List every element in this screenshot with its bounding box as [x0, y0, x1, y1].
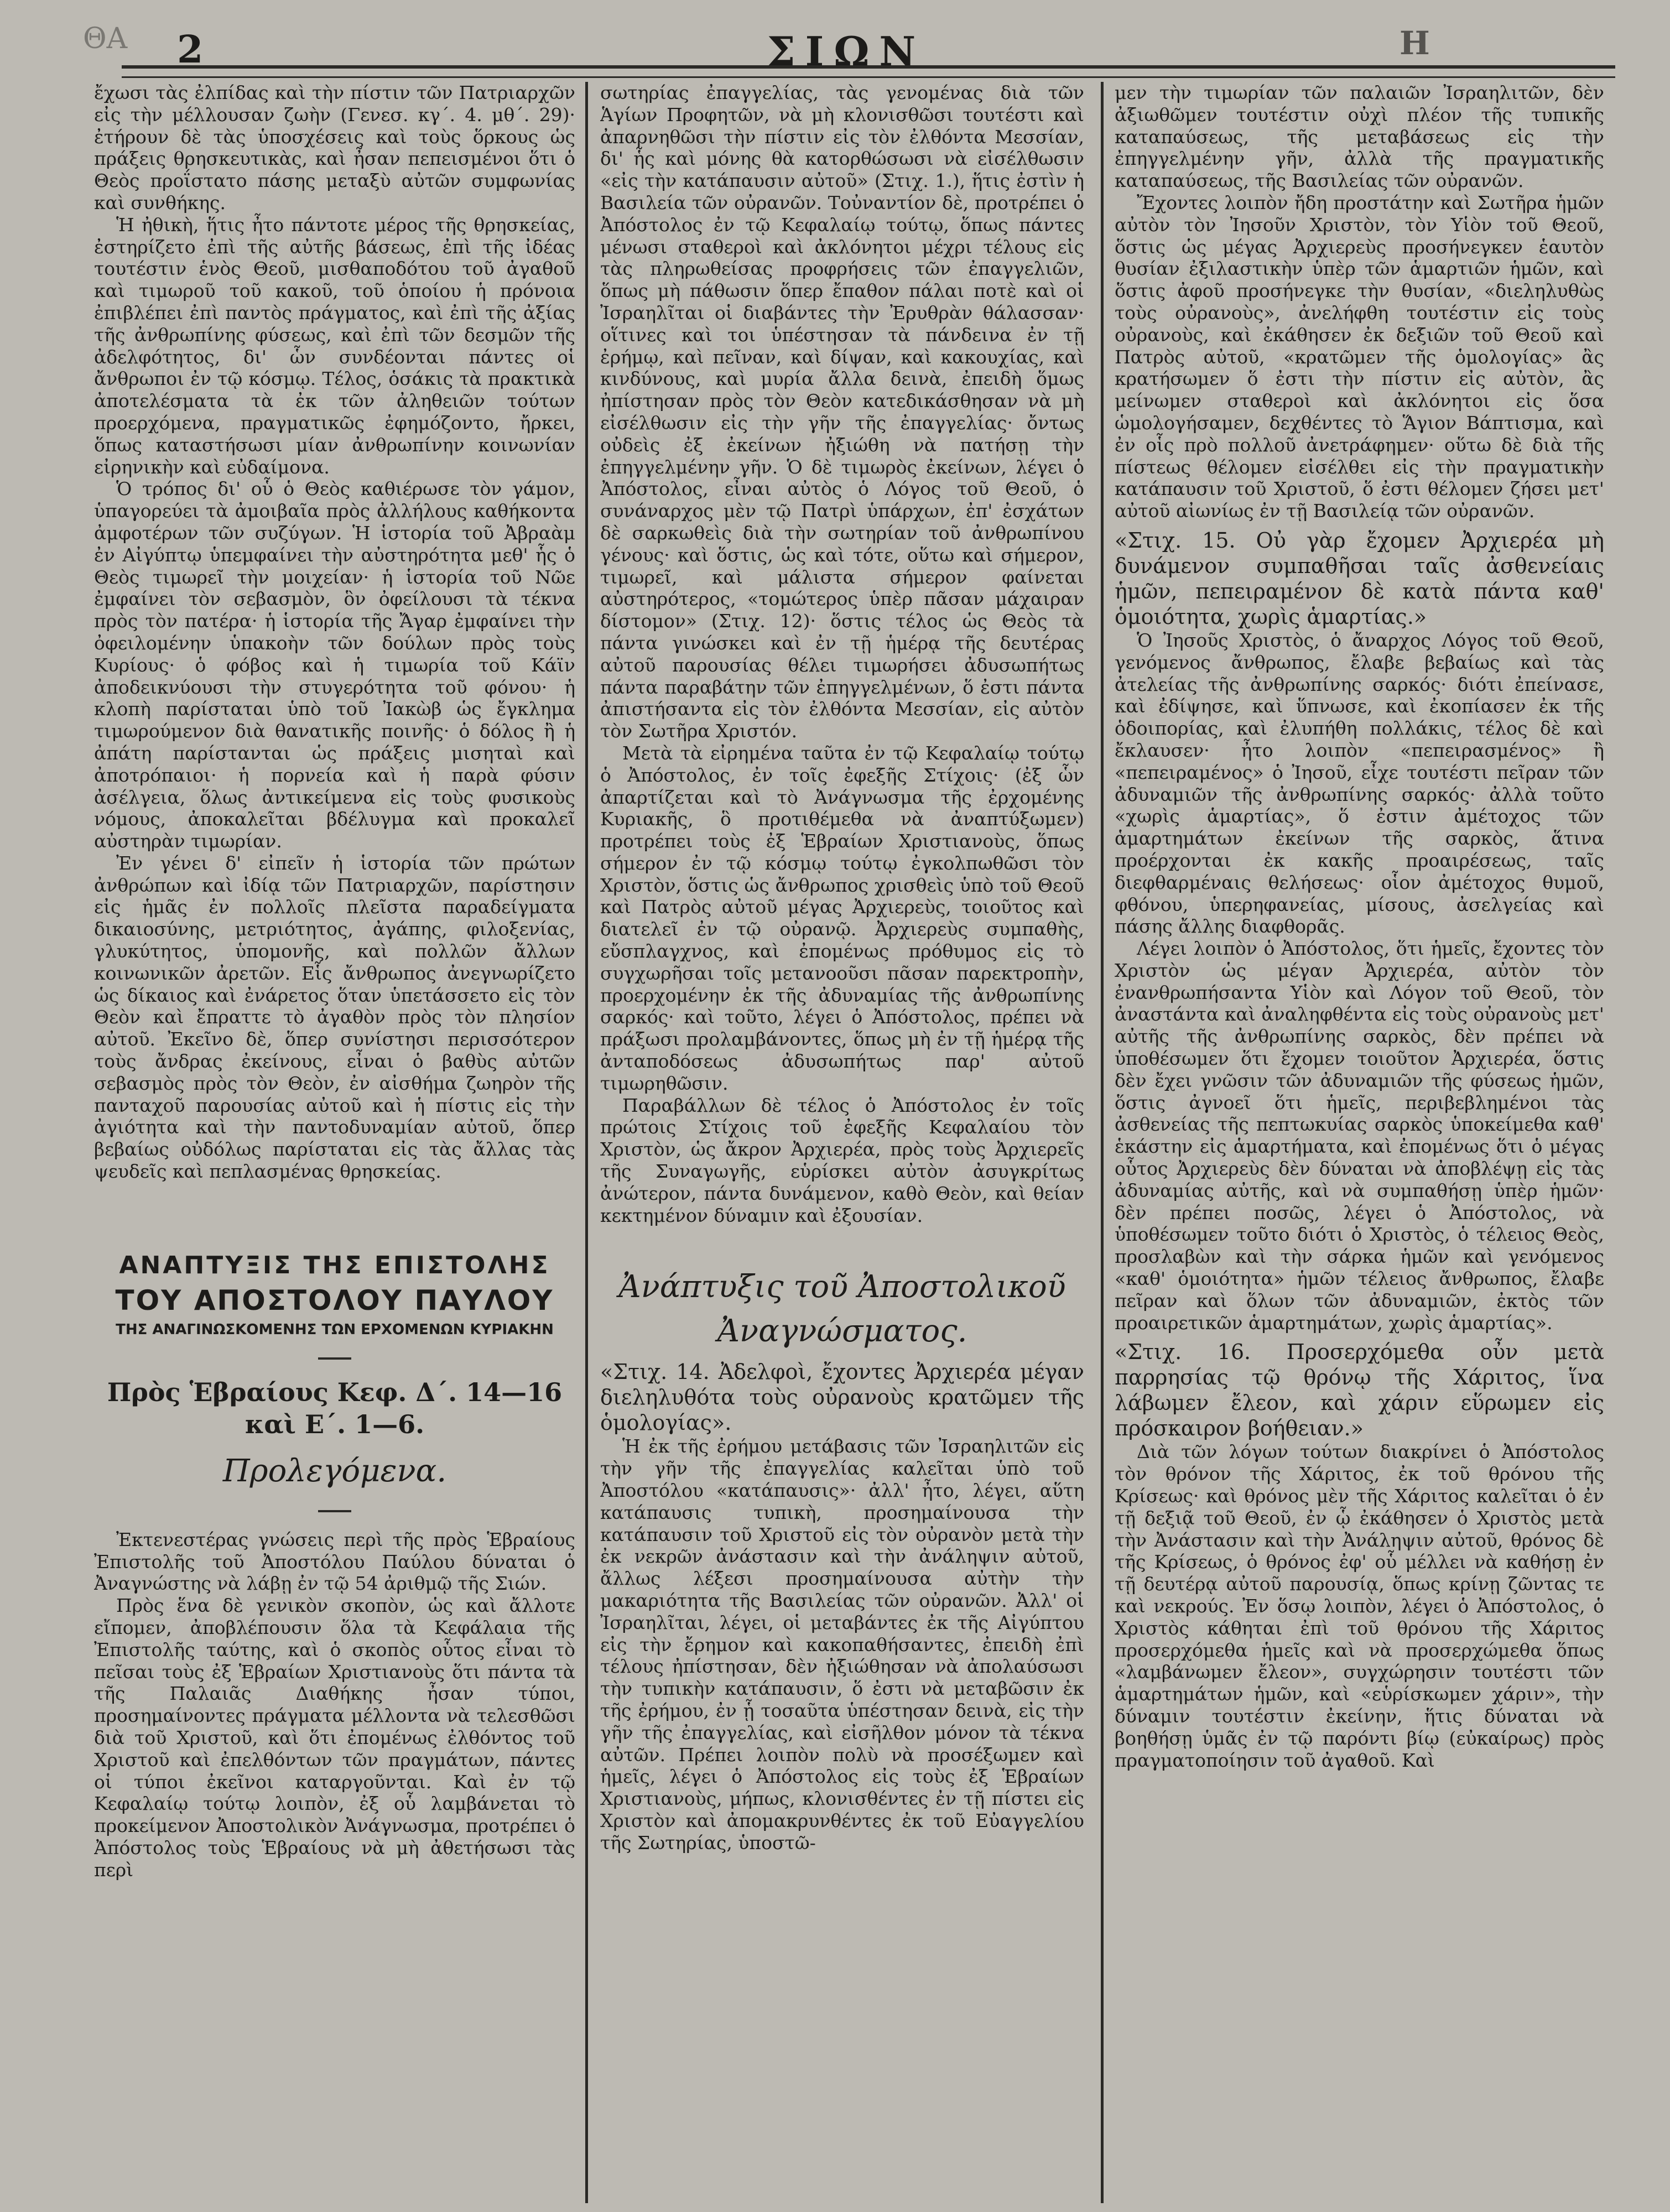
- verse-quote: «Στιχ. 16. Προσερχόμεθα οὖν μετὰ παρρησίας τῷ θρόνῳ τῆς Χάριτος, ἵνα λάβωμεν ἔλεον, καὶ χάριν εὕρωμεν εἰς πρόσκαιρον βοήθειαν.»: [1115, 1340, 1604, 1441]
- section-title: ΑΝΑΠΤΥΞΙΣ ΤΗΣ ΕΠΙΣΤΟΛΗΣ: [119, 1251, 550, 1279]
- section-heading: Ἀνάπτυξις τοῦ Ἀποστολικοῦ Ἀναγνώσματος.: [618, 1269, 1066, 1350]
- paragraph: μεν τὴν τιμωρίαν τῶν παλαιῶν Ἰσραηλιτῶν, δὲν ἀξιωθῶμεν τουτέστιν οὐχὶ πλέον τῆς τυπικῆς καταπαύσεως, τῆς μεταβάσεως εἰς τὴν ἐπηγγελμένην γῆν, ἀλλὰ τῆς πραγματικῆς καταπαύσεως, τῆς Βασιλείας τῶν οὐρανῶν.: [1115, 82, 1604, 192]
- paragraph: Παραβάλλων δὲ τέλος ὁ Ἀπόστολος ἐν τοῖς πρώτοις Στίχοις τοῦ ἐφεξῆς Κεφαλαίου τὸν Χριστὸν, ὡς ἄκρον Ἀρχιερέα, πρὸς τοὺς Ἀρχιερεῖς τῆς Συναγωγῆς, εὑρίσκει αὐτὸν ἀσυγκρίτως ἀνώτερον, πάντα δυνάμενον, καθὸ Θεὸν, καὶ θείαν κεκτημένον δύναμιν καὶ ἐξουσίαν.: [600, 1094, 1084, 1226]
- section-subtitle: ΤΗΣ ΑΝΑΓΙΝΩΣΚΟΜΕΝΗΣ ΤΩΝ ΕΡΧΟΜΕΝΩΝ ΚΥΡΙΑΚΗΝ: [116, 1321, 554, 1338]
- column-divider: [1101, 82, 1104, 2203]
- paragraph: Μετὰ τὰ εἰρημένα ταῦτα ἐν τῷ Κεφαλαίῳ τούτῳ ὁ Ἀπόστολος, ἐν τοῖς ἐφεξῆς Στίχοις· (ἐξ ὧν ἀπαρτίζεται καὶ τὸ Ἀνάγνωσμα τῆς ἐρχομένης Κυριακῆς, ὃ προτιθέμεθα νὰ ἀναπτύξωμεν) προτρέπει τοὺς ἐξ Ἑβραίων Χριστιανοὺς, ὅπως σήμερον ἐν τῷ κόσμῳ τούτῳ ἐγκολπωθῶσι τὸν Χριστὸν, ὅστις ὡς ἄνθρωπος χρισθεὶς ὑπὸ τοῦ Θεοῦ καὶ Πατρὸς αὐτοῦ μέγας Ἀρχιερεὺς, τοιοῦτος καὶ διατελεῖ ἐν τῷ οὐρανῷ. Ἀρχιερεὺς συμπαθὴς, εὔσπλαγχνος, καὶ ἐπομένως πρόθυμος εἰς τὸ συγχωρῆσαι τοῖς μετανοοῦσι πᾶσαν παρεκτροπὴν, προερχομένην ἐκ τῆς ἀδυναμίας τῆς ἀνθρωπίνης σαρκός· καὶ τοῦτο, λέγει ὁ Ἀπόστολος, πρέπει νὰ πράξωσι προλαμβάνοντες, ὅπως μὴ ἐν τῇ ἡμέρᾳ τῆς ἀνταποδόσεως ἀδυσωπήτως παρ' αὐτοῦ τιμωρηθῶσιν.: [600, 742, 1084, 1094]
- paragraph: Διὰ τῶν λόγων τούτων διακρίνει ὁ Ἀπόστολος τὸν θρόνον τῆς Χάριτος, ἐκ τοῦ θρόνου τῆς Κρίσεως· καὶ θρόνος μὲν τῆς Χάριτος καλεῖται ὁ ἐν τῇ δεξιᾷ τοῦ Θεοῦ, ἐν ᾧ ἐκάθησεν ὁ Χριστὸς μετὰ τὴν Ἀνάστασιν καὶ τὴν Ἀνάληψιν αὐτοῦ, θρόνος δὲ τῆς Κρίσεως, ὁ θρόνος ἐφ' οὗ μέλλει νὰ καθήσῃ ἐν τῇ δευτέρᾳ αὐτοῦ παρουσίᾳ, ὅπως κρίνῃ ζῶντας τε καὶ νεκρούς. Ἐν ὅσῳ λοιπὸν, λέγει ὁ Ἀπόστολος, ὁ Χριστὸς κάθηται ἐπὶ τοῦ θρόνου τῆς Χάριτος προσερχόμεθα ἡμεῖς καὶ νὰ προσερχώμεθα ὅπως «λαμβάνωμεν ἔλεον», συγχώρησιν τουτέστι τῶν ἁμαρτημάτων ἡμῶν, καὶ «εὑρίσκωμεν χάριν», τὴν δύναμιν τουτέστιν ἐκείνην, ἥτις δύναται νὰ βοηθήσῃ ὑμᾶς ἐν τῷ παρόντι βίῳ (εὐκαίρως) πρὸς πραγματοποίησιν τοῦ ἀγαθοῦ. Καὶ: [1115, 1441, 1604, 1771]
- header-rule: [122, 65, 1615, 78]
- header-bleed-right: Η: [1400, 24, 1430, 62]
- paragraph: Ὁ τρόπος δι' οὗ ὁ Θεὸς καθιέρωσε τὸν γάμον, ὑπαγορεύει τὰ ἀμοιβαῖα πρὸς ἀλλήλους καθήκοντα ἀμφοτέρων τῶν συζύγων. Ἡ ἱστορία τοῦ Ἀβραὰμ ἐν Αἰγύπτῳ ὑπεμφαίνει τὴν αὐστηρότητα μεθ' ἧς ὁ Θεὸς τιμωρεῖ τὴν μοιχείαν· ἡ ἱστορία τοῦ Νῶε ἐμφαίνει τὸν σεβασμὸν, ὃν ὀφείλουσι τὰ τέκνα πρὸς τὸν πατέρα· ἡ ἱστορία τῆς Ἄγαρ ἐμφαίνει τὴν ὀφειλομένην ὑπακοὴν τῶν δούλων πρὸς τοὺς Κυρίους· ὁ φόβος καὶ ἡ τιμωρία τοῦ Κάϊν ἀποδεικνύουσι τὴν στυγερότητα τοῦ φόνου· ἡ κλοπὴ παρίσταται ὑπὸ τοῦ Ἰακὼβ ὡς ἔγκλημα τιμωρούμενον διὰ θανατικῆς ποινῆς· ὁ δόλος ἢ ἡ ἀπάτη παρίστανται ὡς πράξεις μισηταὶ καὶ ἀποτρόπαιοι· ἡ πορνεία καὶ ἡ παρὰ φύσιν ἀσέλγεια, ὅλως ἀντικείμενα εἰς τοὺς φυσικοὺς νόμους, ἀποκαλεῖται βδέλυγμα καὶ προκαλεῖ αὐστηρὰν τιμωρίαν.: [94, 478, 575, 852]
- paragraph: Ἡ ἐκ τῆς ἐρήμου μετάβασις τῶν Ἰσραηλιτῶν εἰς τὴν γῆν τῆς ἐπαγγελίας καλεῖται ὑπὸ τοῦ Ἀποστόλου «κατάπαυσις»· ἀλλ' ἦτο, λέγει, αὕτη κατάπαυσις τυπικὴ, προσημαίνουσα τὴν κατάπαυσιν τοῦ Χριστοῦ εἰς τὸν οὐρανὸν μετὰ τὴν ἐκ νεκρῶν ἀνάστασιν καὶ τὴν ἀνάληψιν αὐτοῦ, ἄλλως λέξεσι προσημαίνουσα αὐτὴν τὴν μακαριότητα τῆς Βασιλείας τῶν οὐρανῶν. Ἀλλ' οἱ Ἰσραηλῖται, λέγει, οἱ μεταβάντες ἐκ τῆς Αἰγύπτου εἰς τὴν ἔρημον καὶ κακοπαθήσαντες, ἐπειδὴ ἐπὶ τέλους ἠπίστησαν, δὲν ἠξιώθησαν νὰ ἀπολαύσωσι τὴν τυπικὴν κατάπαυσιν, ὅ ἐστι νὰ μεταβῶσιν ἐκ τῆς ἐρήμου, ἐν ᾗ τοσαῦτα ὑπέστησαν δεινὰ, εἰς τὴν γῆν τῆς ἐπαγγελίας, καὶ εἰσῆλθον μόνον τὰ τέκνα αὐτῶν. Πρέπει λοιπὸν πολὺ νὰ προσέξωμεν καὶ ἡμεῖς, λέγει ὁ Ἀπόστολος εἰς τοὺς ἐξ Ἑβραίων Χριστιανοὺς, μήπως, κλονισθέντες ἐν τῇ πίστει εἰς Χριστὸν καὶ ἀπομακρυνθέντες ἐκ τοῦ Εὐαγγελίου τῆς Σωτηρίας, ὑποστῶ-: [600, 1435, 1084, 1854]
- divider: [318, 1357, 351, 1360]
- divider: [318, 1510, 351, 1512]
- paragraph: Ἐν γένει δ' εἰπεῖν ἡ ἱστορία τῶν πρώτων ἀνθρώπων καὶ ἰδίᾳ τῶν Πατριαρχῶν, παρίστησιν εἰς ἡμᾶς ἐν πολλοῖς πλεῖστα παραδείγματα δικαιοσύνης, μετριότητος, ἀγάπης, φιλοξενίας, γλυκύτητος, ὑπομονῆς, καὶ πολλῶν ἄλλων κοινωνικῶν ἀρετῶν. Εἷς ἄνθρωπος ἀνεγνωρίζετο ὡς δίκαιος καὶ ἐνάρετος ὅταν ὑπετάσσετο εἰς τὸν Θεὸν καὶ ἔπραττε τὸ ἀγαθὸν πρὸς τὸν πλησίον αὐτοῦ. Ἐκεῖνο δὲ, ὅπερ συνίστησι περισσότερον τοὺς ἄνδρας ἐκείνους, εἶναι ὁ βαθὺς αὐτῶν σεβασμὸς πρὸς τὸν Θεὸν, ἐν αἰσθήμα ζωηρὸν τῆς πανταχοῦ παρουσίας αὐτοῦ καὶ ἡ πίστις εἰς τὴν ἀγιότητα καὶ τὴν παντοδυναμίαν αὐτοῦ, ὅπερ βεβαίως οὐδόλως παρίσταται εἰς τὰς ἄλλας τὰς ψευδεῖς καὶ πεπλασμένας θρησκείας.: [94, 852, 575, 1183]
- paragraph: σωτηρίας ἐπαγγελίας, τὰς γενομένας διὰ τῶν Ἁγίων Προφητῶν, νὰ μὴ κλονισθῶσι τουτέστι καὶ ἀπαρνηθῶσι τὴν πίστιν εἰς τὸν ἐλθόντα Μεσσίαν, δι' ἧς καὶ μόνης θὰ κατορθώσωσι νὰ εἰσέλθωσιν «εἰς τὴν κατάπαυσιν αὐτοῦ» (Στιχ. 1.), ἥτις ἐστὶν ἡ Βασιλεία τῶν οὐρανῶν. Τοὐναντίον δὲ, προτρέπει ὁ Ἀπόστολος ἐν τῷ Κεφαλαίῳ τούτῳ, ὅπως πάντες μένωσι σταθεροὶ καὶ ἀκλόνητοι μέχρι τέλους εἰς τὰς πληρωθείσας προφρήσεις τῶν ἐπαγγελιῶν, ὅπως μὴ πάθωσιν ὅπερ ἔπαθον πάλαι ποτὲ καὶ οἱ Ἰσραηλῖται οἱ διαβάντες τὴν Ἐρυθρὰν θάλασσαν· οἵτινες καὶ τοι ὑπέστησαν τὰ πάνδεινα ἐν τῇ ἐρήμῳ, καὶ πεῖναν, καὶ δίψαν, καὶ κακουχίας, καὶ κινδύνους, καὶ μυρία ἄλλα δεινὰ, ἐπειδὴ ὅμως ἠπίστησαν πρὸς τὸν Θεὸν κατεδικάσθησαν νὰ μὴ εἰσέλθωσιν εἰς τὴν γῆν τῆς ἐπαγγελίας· ὄντως οὐδεὶς ἐξ ἐκείνων ἠξιώθη νὰ πατήσῃ τὴν ἐπηγγελμένην γῆν. Ὁ δὲ τιμωρὸς ἐκείνων, λέγει ὁ Ἀπόστολος, εἶναι αὐτὸς ὁ Λόγος τοῦ Θεοῦ, ὁ συνάναρχος μὲν τῷ Πατρὶ ὑπάρχων, ἐπ' ἐσχάτων δὲ σαρκωθεὶς διὰ τὴν σωτηρίαν τοῦ ἀνθρωπίνου γένους· καὶ ὅστις, ὡς καὶ τότε, οὕτω καὶ σήμερον, τιμωρεῖ, καὶ μάλιστα σήμερον φαίνεται αὐστηρότερος, «τομώτερος ὑπὲρ πᾶσαν μάχαιραν δίστομον» (Στιχ. 12)· ὅστις τέλος ὡς Θεὸς τὰ πάντα γινώσκει καὶ ἐν τῇ ἡμέρᾳ τῆς δευτέρας αὐτοῦ παρουσίας θέλει τιμωρήσει ἀδυσωπήτως πάντα παραβάτην τῶν ἐπηγγελμένων, ὅ ἐστι πάντα ἀπιστήσαντα εἰς τὸν ἐλθόντα Μεσσίαν, εἰς αὐτὸν τὸν Σωτῆρα Χριστόν.: [600, 82, 1084, 742]
- paragraph: Ἡ ἠθικὴ, ἥτις ἦτο πάντοτε μέρος τῆς θρησκείας, ἐστηρίζετο ἐπὶ τῆς αὐτῆς βάσεως, ἐπὶ τῆς ἰδέας τουτέστιν ἑνὸς Θεοῦ, μισθαποδότου τοῦ ἀγαθοῦ καὶ τιμωροῦ τοῦ κακοῦ, τοῦ ὁποίου ἡ πρόνοια ἐπιβλέπει ἐπὶ παντὸς πράγματος, καὶ ἐπὶ τῆς ἀξίας τῆς ἀνθρωπίνης φύσεως, καὶ ἐπὶ τῶν δεσμῶν τῆς ἀδελφότητος, δι' ὧν συνδέονται πάντες οἱ ἄνθρωποι ἐν τῷ κόσμῳ. Τέλος, ὁσάκις τὰ πρακτικὰ ἀποτελέσματα τὰ ἐκ τῶν ἀληθειῶν τούτων προερχόμενα, πραγματικῶς ἐφημόζοντο, ἤρκει, ὅπως καταστήσωσι μίαν ἀνθρωπίνην κοινωνίαν εἰρηνικὴν καὶ εὐδαίμονα.: [94, 214, 575, 478]
- section-title: ΤΟΥ ΑΠΟΣΤΟΛΟΥ ΠΑΥΛΟΥ: [115, 1284, 554, 1316]
- paragraph: Ἐκτενεστέρας γνώσεις περὶ τῆς πρὸς Ἑβραίους Ἐπιστολῆς τοῦ Ἀποστόλου Παύλου δύναται ὁ Ἀναγνώστης νὰ λάβῃ ἐν τῷ 54 ἀριθμῷ τῆς Σιών.: [94, 1528, 575, 1595]
- paragraph: Ὁ Ἰησοῦς Χριστὸς, ὁ ἄναρχος Λόγος τοῦ Θεοῦ, γενόμενος ἄνθρωπος, ἔλαβε βεβαίως καὶ τὰς ἀτελείας τῆς ἀνθρωπίνης σαρκός· διότι ἐπείνασε, καὶ ἐδίψησε, καὶ ὕπνωσε, καὶ ἐκοπίασεν ἐκ τῆς ὁδοιπορίας, καὶ ἐλυπήθη πολλάκις, τέλος δὲ καὶ ἔκλαυσεν· ἦτο λοιπὸν «πεπειρασμένος» ἢ «πεπειραμένος» ὁ Ἰησοῦ, εἶχε τουτέστι πεῖραν τῶν ἀδυναμιῶν τῆς ἀνθρωπίνης σαρκός· ἀλλὰ τοῦτο «χωρὶς ἁμαρτίας», ὅ ἐστιν ἀμέτοχος τῶν ἁμαρτημάτων ἐκείνων τῆς σαρκὸς, ἅτινα προέρχονται ἐκ κακῆς προαιρέσεως, ταῖς διεφθαρμέναις θελήσεως· οἷον ἀμέτοχος θυμοῦ, φθόνου, ὑπερηφανείας, μίσους, ἀσελγείας καὶ πάσης ἄλλης διαφθορᾶς.: [1115, 629, 1604, 938]
- page-number: 2: [177, 28, 204, 72]
- column-1: [94, 82, 575, 2200]
- paragraph: ἔχωσι τὰς ἐλπίδας καὶ τὴν πίστιν τῶν Πατριαρχῶν εἰς τὴν μέλλουσαν ζωὴν (Γενεσ. κγ΄. 4. μθ΄. 29)· ἐτήρουν δὲ τὰς ὑποσχέσεις καὶ τοὺς ὅρκους ὡς πράξεις θρησκευτικὰς, καὶ ἦσαν πεπεισμένοι ὅτι ὁ Θεὸς προΐστατο πάσης μεταξὺ αὐτῶν συμφωνίας καὶ συνθήκης.: [94, 82, 575, 214]
- column-divider: [585, 82, 588, 2203]
- verse-quote: «Στιχ. 15. Οὐ γὰρ ἔχομεν Ἀρχιερέα μὴ δυνάμενον συμπαθῆσαι ταῖς ἀσθενείαις ἡμῶν, πεπειραμένον δὲ κατὰ πάντα καθ' ὁμοιότητα, χωρὶς ἁμαρτίας.»: [1115, 528, 1604, 629]
- paragraph: Ἔχοντες λοιπὸν ἤδη προστάτην καὶ Σωτῆρα ἡμῶν αὐτὸν τὸν Ἰησοῦν Χριστὸν, τὸν Υἱὸν τοῦ Θεοῦ, ὅστις ὡς μέγας Ἀρχιερεὺς προσήνεγκεν ἑαυτὸν θυσίαν ἐξιλαστικὴν ὑπὲρ τῶν ἁμαρτιῶν ἡμῶν, καὶ ὅστις ἀφοῦ προσήνεγκε τὴν θυσίαν, «διεληλυθὼς τοὺς οὐρανοὺς», ἀνελήφθη τουτέστιν εἰς τοὺς οὐρανοὺς, καὶ ἐκάθησεν ἐκ δεξιῶν τοῦ Θεοῦ καὶ Πατρὸς αὐτοῦ, «κρατῶμεν τῆς ὁμολογίας» ἂς κρατήσωμεν ὅ ἐστι τὴν πίστιν εἰς αὐτὸν, ἂς μείνωμεν σταθεροὶ καὶ ἀκλόνητοι εἰς ὅσα ὡμολογήσαμεν, δεχθέντες τὸ Ἅγιον Βάπτισμα, καὶ ἐν οἷς πρὸ πολλοῦ ἀνετράφημεν· οὕτω δὲ διὰ τῆς πίστεως θέλομεν εἰσέλθει εἰς τὴν πραγματικὴν κατάπαυσιν τοῦ Χριστοῦ, ὅ ἐστι θέλομεν ζήσει μετ' αὐτοῦ αἰωνίως ἐν τῇ Βασιλείᾳ τῶν οὐρανῶν.: [1115, 191, 1604, 522]
- section-subheading: Προλεγόμενα.: [222, 1453, 447, 1489]
- header-bleed-left: ΘΑ: [83, 22, 128, 55]
- masthead-title: ΣΙΩΝ: [767, 28, 926, 75]
- scripture-reference: Πρὸς Ἑβραίους Κεφ. Δ΄. 14—16 καὶ Ε΄. 1—6.: [107, 1377, 563, 1439]
- verse-quote: «Στιχ. 14. Ἀδελφοὶ, ἔχοντες Ἀρχιερέα μέγαν διεληλυθότα τοὺς οὐρανοὺς κρατῶμεν τῆς ὁμολογίας».: [600, 1360, 1084, 1435]
- column-2: [600, 82, 1084, 2200]
- column-3: [1115, 82, 1604, 2200]
- paragraph: Λέγει λοιπὸν ὁ Ἀπόστολος, ὅτι ἡμεῖς, ἔχοντες τὸν Χριστὸν ὡς μέγαν Ἀρχιερέα, αὐτὸν τὸν ἐνανθρωπήσαντα Υἱὸν καὶ Λόγον τοῦ Θεοῦ, τὸν ἀναστάντα καὶ ἀναληφθέντα εἰς τοὺς οὐρανοὺς μετ' αὐτῆς τῆς ἀνθρωπίνης σαρκὸς, δὲν πρέπει νὰ ὑποθέσωμεν ὅτι ἔχομεν τοιοῦτον Ἀρχιερέα, ὅστις δὲν ἔχει γνῶσιν τῶν ἀδυναμιῶν τῆς φύσεως ἡμῶν, ὅστις ἀγνοεῖ ὅτι ἡμεῖς, περιβεβλημένοι τὰς ἀσθενείας τῆς πεπτωκυίας σαρκὸς ὑποκείμεθα καθ' ἑκάστην εἰς ἁμαρτήματα, καὶ ἐπομένως ὅτι ὁ μέγας οὗτος Ἀρχιερεὺς δὲν δύναται νὰ ἀποβλέψῃ εἰς τὰς ἀδυναμίας αὐτῆς, καὶ νὰ συμπαθήσῃ ὑπὲρ ἡμῶν· δὲν πρέπει ποσῶς, λέγει ὁ Ἀπόστολος, νὰ ὑποθέσωμεν τοῦτο διότι ὁ Χριστὸς, ὁ τέλειος Θεὸς, προσλαβὼν καὶ τὴν σάρκα ἡμῶν καὶ γενόμενος «καθ' ὁμοιότητα» ἡμῶν τέλειος ἄνθρωπος, ἔλαβε πεῖραν καὶ ὅλων τῶν ἀδυναμιῶν, ἐκτὸς τῶν προαιρετικῶν ἁμαρτημάτων, χωρὶς ἁμαρτίας».: [1115, 938, 1604, 1334]
- paragraph: Πρὸς ἕνα δὲ γενικὸν σκοπὸν, ὡς καὶ ἄλλοτε εἴπομεν, ἀποβλέπουσιν ὅλα τὰ Κεφάλαια τῆς Ἐπιστολῆς ταύτης, καὶ ὁ σκοπὸς οὗτος εἶναι τὸ πεῖσαι τοὺς ἐξ Ἑβραίων Χριστιανοὺς ὅτι πάντα τὰ τῆς Παλαιᾶς Διαθήκης ἦσαν τύποι, προσημαίνοντες πράγματα μέλλοντα νὰ τελεσθῶσι διὰ τοῦ Χριστοῦ, καὶ ὅτι ἐπομένως ἐλθόντος τοῦ Χριστοῦ καὶ ἐπελθόντων τῶν πραγμάτων, πάντες οἱ τύποι ἐκεῖνοι καταργοῦνται. Καὶ ἐν τῷ Κεφαλαίῳ τούτῳ λοιπὸν, ἐξ οὗ λαμβάνεται τὸ προκείμενον Ἀποστολικὸν Ἀνάγνωσμα, προτρέπει ὁ Ἀπόστολος τοὺς Ἑβραίους νὰ μὴ ἀθετήσωσι τὰς περὶ: [94, 1595, 575, 1881]
